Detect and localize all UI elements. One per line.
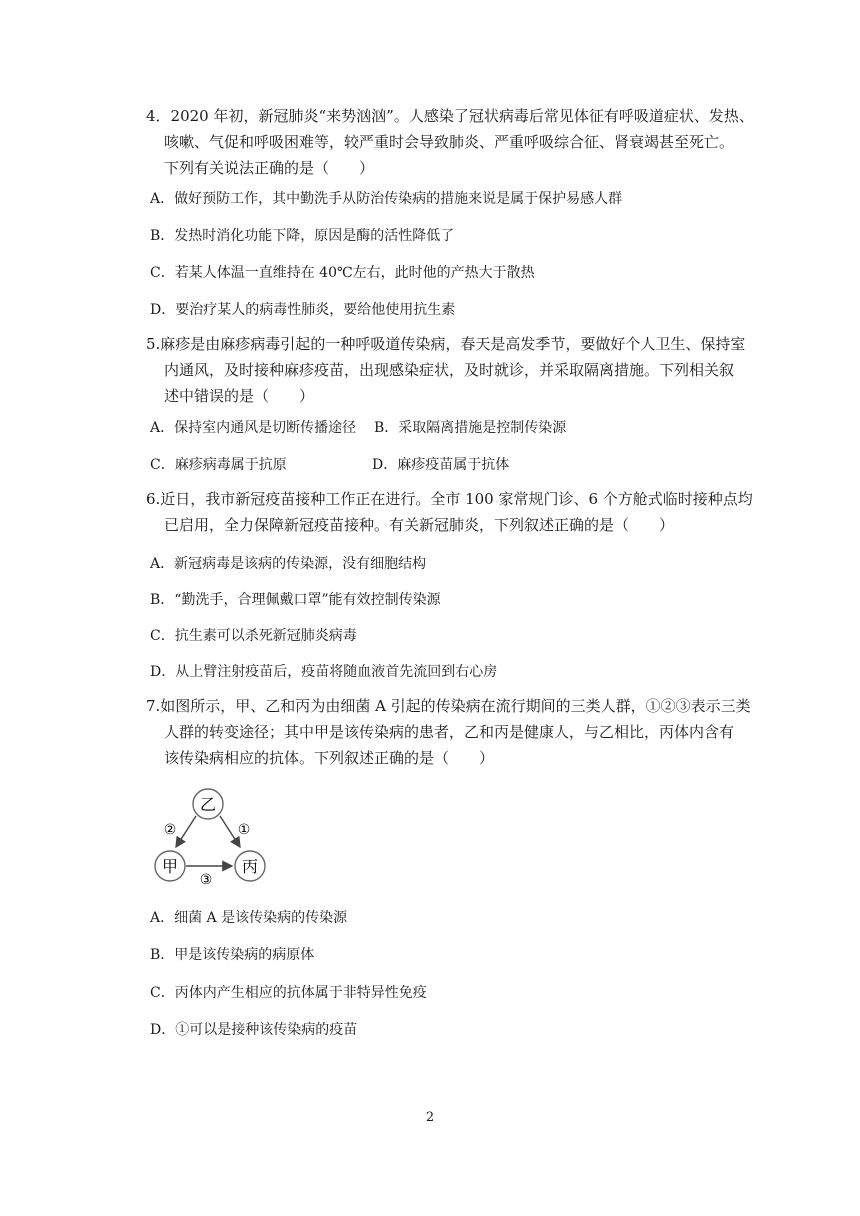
question-5-line-2: 内通风，及时接种麻疹疫苗，出现感染症状，及时就诊，并采取隔离措施。下列相关叙	[164, 361, 735, 379]
question-7-option-d: D．①可以是接种该传染病的疫苗	[150, 1022, 358, 1038]
question-4-option-b: B．发热时消化功能下降，原因是酶的活性降低了	[150, 228, 455, 244]
question-5-line-1: 5.麻疹是由麻疹病毒引起的一种呼吸道传染病，春天是高发季节，要做好个人卫生、保持室	[146, 335, 746, 353]
question-4-line-3: 下列有关说法正确的是（ ）	[164, 159, 375, 177]
page-number: 2	[425, 1110, 435, 1125]
question-6-option-b: B．“勤洗手，合理佩戴口罩”能有效控制传染源	[150, 592, 441, 608]
node-bing-label: 丙	[241, 857, 259, 876]
question-6-option-a: A．新冠病毒是该病的传染源，没有细胞结构	[150, 556, 427, 572]
question-5-line-3: 述中错误的是（ ）	[164, 387, 315, 405]
question-6-line-2: 已启用，全力保障新冠疫苗接种。有关新冠肺炎，下列叙述正确的是（ ）	[164, 516, 675, 534]
question-7-line-1: 7.如图所示，甲、乙和丙为由细菌 A 引起的传染病在流行期间的三类人群，①②③表示三类	[146, 697, 751, 715]
question-5-option-a: A．保持室内通风是切断传播途径	[150, 420, 357, 436]
question-5-option-b: B．采取隔离措施是控制传染源	[374, 420, 567, 436]
question-7-line-2: 人群的转变途径；其中甲是该传染病的患者，乙和丙是健康人，与乙相比，丙体内含有	[164, 723, 735, 741]
question-4-option-c: C．若某人体温一直维持在 40℃左右，此时他的产热大于散热	[150, 265, 535, 281]
question-6-stem	[146, 486, 753, 538]
question-7-option-c: C．丙体内产生相应的抗体属于非特异性免疫	[150, 985, 427, 1001]
edge-label-2: ②	[163, 822, 177, 838]
edge-label-3: ③	[199, 872, 213, 888]
question-7-stem	[146, 693, 751, 771]
question-7-option-a: A．细菌 A 是该传染病的传染源	[150, 910, 348, 926]
question-5-option-c: C．麻疹病毒属于抗原	[150, 457, 287, 473]
question-6-option-c: C．抗生素可以杀死新冠肺炎病毒	[150, 628, 357, 644]
question-4-line-1: 4．2020 年初，新冠肺炎“来势汹汹”。人感染了冠状病毒后常见体征有呼吸道症状、发热、	[146, 107, 754, 125]
node-yi-label: 乙	[199, 795, 217, 814]
question-4-line-2: 咳嗽、气促和呼吸困难等，较严重时会导致肺炎、严重呼吸综合征、肾衰竭甚至死亡。	[164, 133, 735, 151]
question-4-option-a: A．做好预防工作，其中勤洗手从防治传染病的措施来说是属于保护易感人群	[150, 191, 623, 207]
question-7-line-3: 该传染病相应的抗体。下列叙述正确的是（ ）	[164, 749, 495, 767]
question-4-stem	[146, 103, 754, 181]
arrow-yi-to-jia	[176, 816, 196, 847]
population-transition-diagram	[140, 780, 290, 890]
question-4-option-d: D．要治疗某人的病毒性肺炎，要给他使用抗生素	[150, 302, 456, 318]
question-5-option-d: D．麻疹疫苗属于抗体	[372, 457, 510, 473]
node-jia-label: 甲	[161, 857, 179, 876]
question-7-option-b: B．甲是该传染病的病原体	[150, 947, 315, 963]
edge-label-1: ①	[237, 822, 251, 838]
question-6-option-d: D．从上臂注射疫苗后，疫苗将随血液首先流回到右心房	[150, 664, 498, 680]
question-6-line-1: 6.近日，我市新冠疫苗接种工作正在进行。全市 100 家常规门诊、6 个方舱式临时接种点均	[146, 490, 753, 508]
question-5-stem	[146, 331, 746, 409]
